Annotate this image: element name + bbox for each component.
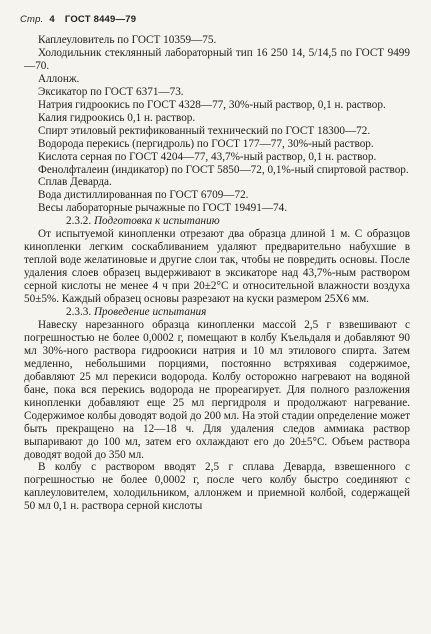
paragraph: Навеску нарезанного образца кинопленки массой 2,5 г взвешивают с погрешностью не более 0,0002 г, помещают в колбу Къельдаля и добавляют 90 мл 30%-ного раствора гидроокиси натрия и 10 мл этилового спирта. Затем медленно, небольшими порциями, постоянно встряхивая содержимое, добавляют 25 мл перекиси водорода. Колбу осторожно нагревают на водяной бане, пока вся перекись водорода не прореагирует. Для полного разложения кинопленки добавляют еще 25 мл пергидроля и продолжают нагревание. Содержимое колбы доводят водой до 200 мл. На этой стадии определение может быть прекращено на 12—18 ч. Для удаления следов аммиака раствор выпаривают до 100 мл, затем его охлаждают его до 20±5°С. Объем раствора доводят водой до 350 мл. [24,318,410,461]
paragraph: В колбу с раствором вводят 2,5 г сплава Деварда, взвешенного с погрешностью не более 0,0002 г, после чего колбу быстро соединяют с каплеуловителем, холодильником, аллонжем и приемной колбой, содержащей 50 мл 0,1 н. раствора серной кислоты [24,461,410,513]
section-heading [24,215,410,228]
paragraph: От испытуемой кинопленки отрезают два образца длиной 1 м. С образцов кинопленки легким соскабливанием удаляют предварительно набухшие в теплой воде желатиновые и другие слои так, чтобы не повредить основы. После удаления слоев образец выдерживают в эксикаторе над 43,7%-ным раствором серной кислоты не менее 4 ч при 20±2°С и относительной влажности воздуха 50±5%. Каждый образец основы разрезают на куски размером 25Х6 мм. [24,228,410,306]
paragraph: Каплеуловитель по ГОСТ 10359—75. [38,34,217,46]
section-title: Проведение испытания [93,306,207,319]
page-number: 4 [49,14,55,25]
paragraph: Спирт этиловый ректификованный технический по ГОСТ 18300—72. [38,124,371,137]
paragraph: Кислота серная по ГОСТ 4204—77, 43,7%-ный раствор, 0,1 н. раствор. [38,150,377,163]
page-label: Стр. [20,14,44,25]
paragraph: Фенолфталеин (индикатор) по ГОСТ 5850—72, 0,1%-ный спиртовой раствор. [38,163,409,176]
section-title: Подготовка к испытанию [93,215,220,228]
paragraph: Эксикатор по ГОСТ 6371—73. [38,85,184,98]
standard-number: ГОСТ 8449—79 [64,14,137,25]
paragraph: Аллонж. [38,72,80,85]
paragraph: Калия гидроокись 0,1 н. раствор. [38,111,196,124]
paragraph: Холодильник стеклянный лабораторный тип 16 250 14, 5/14,5 по ГОСТ 9499—70. [24,46,410,72]
paragraph: Водорода перекись (пергидроль) по ГОСТ 177—77, 30%-ный раствор. [38,137,374,150]
section-heading [24,306,410,319]
section-number: 2.3.3. [66,306,92,319]
paragraph: Натрия гидроокись по ГОСТ 4328—77, 30%-ный раствор, 0,1 н. раствор. [38,98,386,111]
page-header [20,14,146,25]
paragraph: Весы лабораторные рычажные по ГОСТ 19491—74. [38,202,287,215]
paragraph: Вода дистиллированная по ГОСТ 6709—72. [38,189,249,202]
document-body [24,34,410,513]
section-number: 2.3.2. [66,215,92,228]
paragraph: Сплав Деварда. [38,176,112,189]
